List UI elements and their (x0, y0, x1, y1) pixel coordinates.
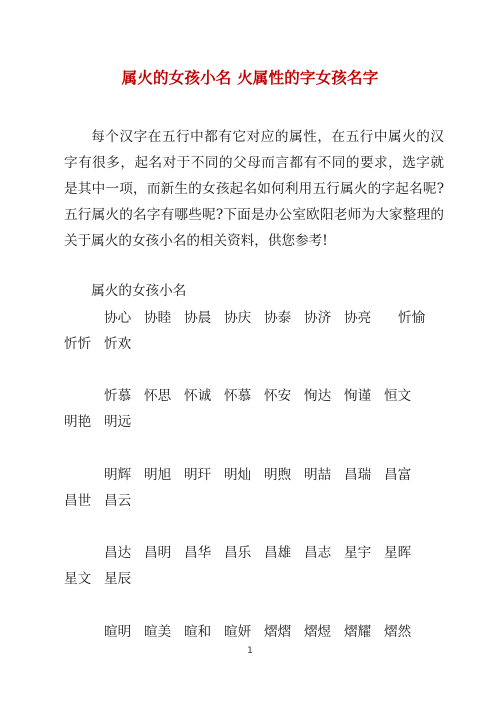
name-item: 明艳 (64, 414, 92, 430)
name-item: 熠耀 (344, 624, 372, 640)
name-item: 暄明 (104, 624, 132, 640)
name-item: 昌明 (144, 545, 172, 561)
name-item: 暄妍 (224, 624, 252, 640)
name-item: 明玕 (184, 467, 212, 483)
name-group-1 (64, 305, 444, 357)
name-item: 昌富 (384, 467, 412, 483)
name-item: 暄和 (184, 624, 212, 640)
section-subheading: 属火的女孩小名 (91, 283, 187, 299)
name-row (64, 305, 444, 331)
name-item: 怀思 (144, 388, 172, 404)
name-item: 暄美 (144, 624, 172, 640)
name-item: 昌世 (64, 493, 92, 509)
name-row (64, 619, 444, 645)
name-item: 明远 (104, 414, 132, 430)
name-row (64, 566, 444, 592)
name-item: 协心 (104, 310, 132, 326)
name-item: 协庆 (224, 310, 252, 326)
name-row (64, 488, 444, 514)
name-item: 昌乐 (224, 545, 252, 561)
name-item: 恂谨 (344, 388, 372, 404)
name-item: 忻愉 (398, 310, 426, 326)
name-group-4 (64, 540, 444, 592)
name-item: 忻欢 (104, 336, 132, 352)
name-item: 昌达 (104, 545, 132, 561)
name-item: 昌云 (104, 493, 132, 509)
name-row (64, 540, 444, 566)
name-item: 星宇 (344, 545, 372, 561)
name-group-2 (64, 383, 444, 435)
document-title: 属火的女孩小名 火属性的字女孩名字 (121, 69, 379, 87)
name-item: 星辰 (104, 571, 132, 587)
name-item: 忻忻 (64, 336, 92, 352)
page-number: 1 (247, 646, 253, 656)
name-row (64, 409, 444, 435)
name-row (64, 331, 444, 357)
name-item: 明喆 (304, 467, 332, 483)
name-row (64, 462, 444, 488)
name-item: 怀诚 (184, 388, 212, 404)
name-item: 熠煜 (304, 624, 332, 640)
name-group-3 (64, 462, 444, 514)
name-item: 协晨 (184, 310, 212, 326)
name-item: 昌瑞 (344, 467, 372, 483)
name-item: 怀慕 (224, 388, 252, 404)
name-group-5 (64, 619, 444, 645)
name-item: 怀安 (264, 388, 292, 404)
name-row (64, 383, 444, 409)
name-item: 熠熠 (264, 624, 292, 640)
name-item: 星文 (64, 571, 92, 587)
name-item: 协睦 (144, 310, 172, 326)
name-item: 协济 (304, 310, 332, 326)
name-item: 明灿 (224, 467, 252, 483)
intro-paragraph: 每个汉字在五行中都有它对应的属性，在五行中属火的汉字有很多，起名对于不同的父母而言都有不同的要求，选字就是其中一项，而新生的女孩起名如何利用五行属火的字起名呢?五行属火的名字有哪些呢?下面是办公室欧阳老师为大家整理的关于属火的女孩小名的相关资料，供您参考! (64, 129, 444, 249)
name-item: 昌华 (184, 545, 212, 561)
name-item: 恂达 (304, 388, 332, 404)
name-item: 明煦 (264, 467, 292, 483)
name-item: 明旭 (144, 467, 172, 483)
name-item: 星晖 (384, 545, 412, 561)
name-item: 昌志 (304, 545, 332, 561)
name-item: 明辉 (104, 467, 132, 483)
name-item: 忻慕 (104, 388, 132, 404)
name-item: 熠然 (384, 624, 412, 640)
name-item: 昌雄 (264, 545, 292, 561)
name-item: 协泰 (264, 310, 292, 326)
name-item: 恒文 (384, 388, 412, 404)
name-item: 协亮 (344, 310, 372, 326)
